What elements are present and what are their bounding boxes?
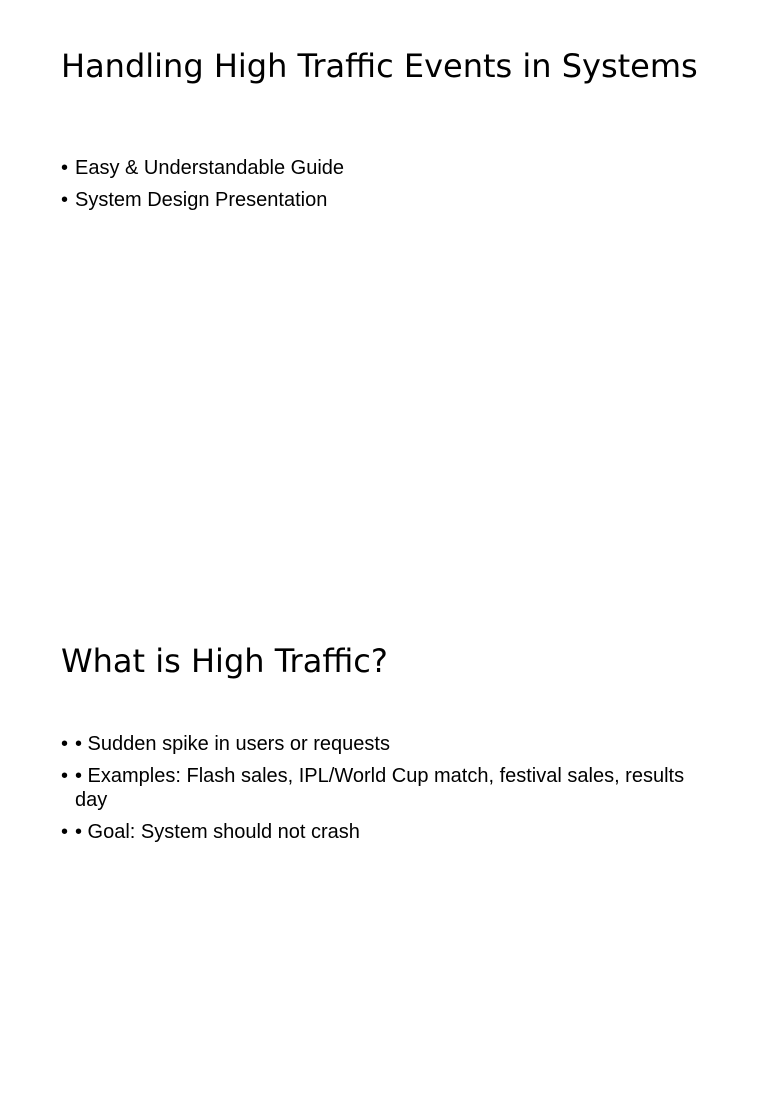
bullet-list xyxy=(61,732,701,852)
bullet-item: • System Design Presentation xyxy=(61,188,701,212)
slide-title: What is High Traffic? xyxy=(61,642,388,680)
bullet-item: • • Examples: Flash sales, IPL/World Cup match, festival sales, results day xyxy=(61,764,701,812)
bullet-item: • • Goal: System should not crash xyxy=(61,820,701,844)
slide-title: Handling High Traffic Events in Systems xyxy=(61,47,698,85)
bullet-item: • Easy & Understandable Guide xyxy=(61,156,701,180)
bullet-item: • • Sudden spike in users or requests xyxy=(61,732,701,756)
slide-2 xyxy=(0,590,768,1102)
slide-1 xyxy=(0,0,768,512)
bullet-list xyxy=(61,156,701,220)
